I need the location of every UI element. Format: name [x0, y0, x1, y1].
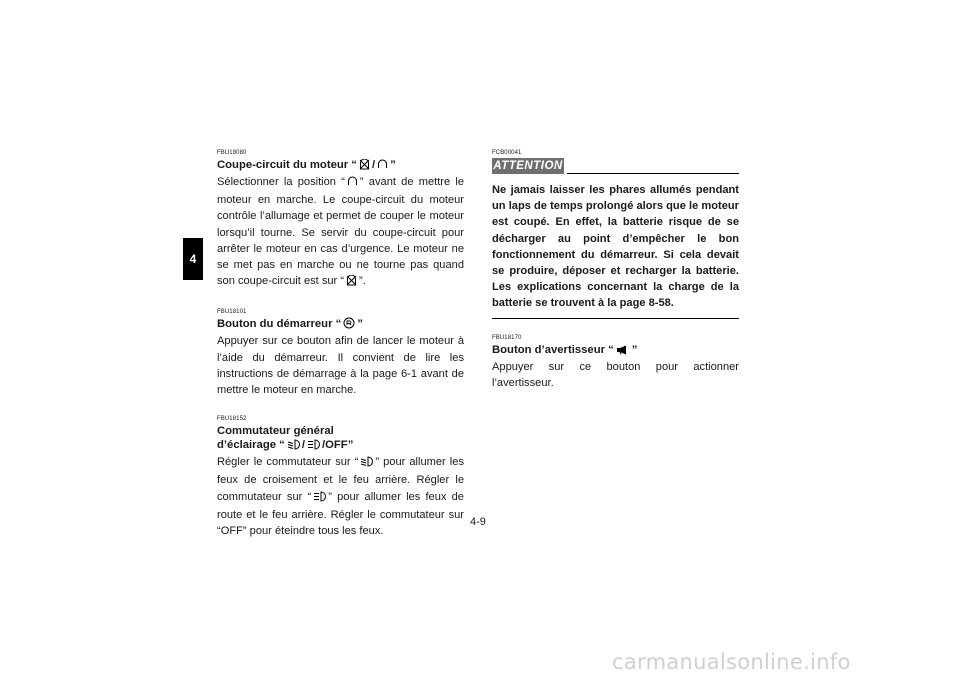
- horn-button-section: [492, 335, 739, 391]
- attention-header: [492, 158, 739, 180]
- section-title: Commutateur général d’éclairage “ / /OFF”: [217, 424, 464, 454]
- section-body: Sélectionner la position “ ” avant de mettre le moteur en marche. Le coupe-circuit du moteur contrôle l’allumage et permet de couper le moteur lorsqu’il tourne. Se servir du coupe-circuit pour arrêter le moteur en cas d’urgence. Le moteur ne se met pas en marche ou ne tourne pas quand son coupe-circuit est sur “ ”.: [217, 174, 464, 291]
- attention-bottom-rule: [492, 318, 739, 319]
- left-column: [217, 150, 464, 557]
- high-beam-icon: [313, 491, 326, 507]
- section-code: FBU18101: [217, 309, 247, 316]
- engine-stop-switch-section: [217, 150, 464, 291]
- section-title: Bouton du démarreur “ ”: [217, 317, 464, 333]
- engine-run-icon: [347, 176, 358, 192]
- watermark: carmanualsonline.info: [612, 650, 851, 674]
- starter-icon: [343, 317, 355, 333]
- low-beam-icon: [360, 456, 373, 472]
- section-code: FCB00041: [492, 150, 522, 156]
- chapter-tab: [183, 238, 203, 280]
- page-number: 4-9: [470, 516, 486, 528]
- attention-section: [492, 150, 739, 319]
- starter-button-section: [217, 309, 464, 398]
- section-title: Bouton d’avertisseur “ ”: [492, 343, 739, 359]
- section-body: Appuyer sur ce bouton pour actionner l’avertisseur.: [492, 360, 739, 389]
- engine-run-icon: [377, 159, 388, 174]
- engine-stop-icon: [359, 159, 370, 174]
- low-beam-icon: [287, 439, 300, 454]
- section-code: FBU18152: [217, 416, 247, 423]
- section-code: FBU18170: [492, 334, 522, 341]
- section-code: FBU18080: [217, 150, 247, 156]
- section-title: Coupe-circuit du moteur “ / ”: [217, 158, 464, 174]
- high-beam-icon: [307, 439, 320, 454]
- horn-icon: [616, 345, 630, 359]
- section-body: Appuyer sur ce bouton afin de lancer le moteur à l’aide du démarreur. Il convient de lire les instructions de démarrage à la page 6-1 avant de mettre le moteur en marche.: [217, 335, 464, 397]
- chapter-number: 4: [189, 252, 197, 266]
- attention-body: Ne jamais laisser les phares allumés pendant un laps de temps prolongé alors que le moteur est coupé. En effet, la batterie risque de se décharger au point d’empêcher le bon fonctionnement du démarreur. Si cela devait se produire, déposer et recharger la batterie. Les explications concernant la charge de la batterie se trouvent à la page 8-58.: [492, 184, 739, 310]
- right-column: [492, 150, 739, 409]
- attention-rule: [567, 173, 739, 174]
- attention-badge: ATTENTION: [493, 160, 563, 172]
- engine-stop-icon: [346, 275, 357, 291]
- section-body: Régler le commutateur sur “ ” pour allumer les feux de croisement et le feu arrière. Régler le commutateur sur “ ” pour allumer les feux de route et le feu arrière. Régler le commutateur sur “OFF” pour éteindre tous les feux.: [217, 456, 464, 538]
- light-switch-section: [217, 416, 464, 539]
